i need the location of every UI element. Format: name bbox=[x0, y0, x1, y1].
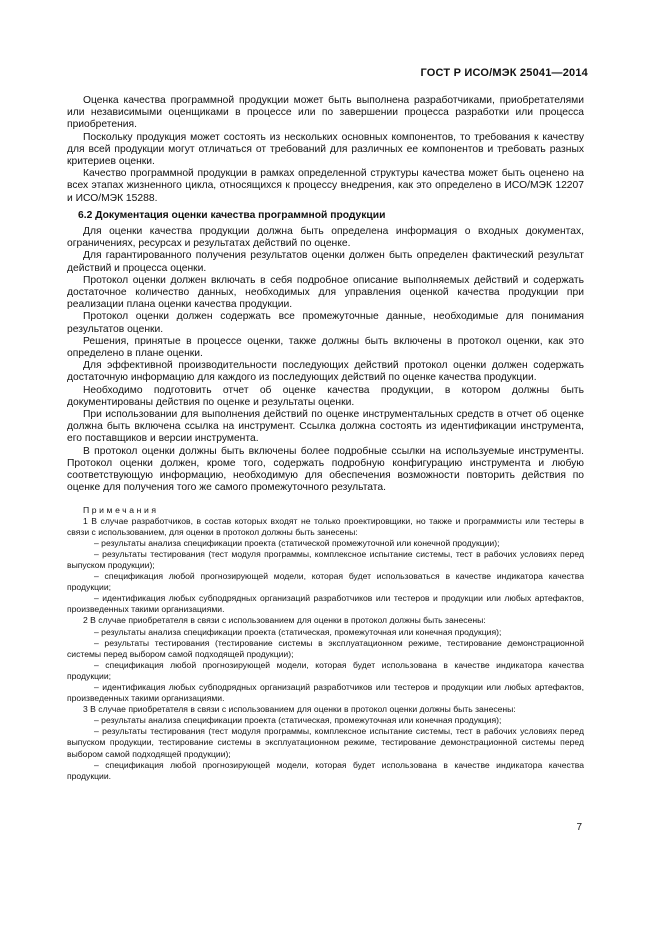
note-intro: 2 В случае приобретателя в связи с использованием для оценки в протокол должны быть занесены: bbox=[83, 615, 486, 626]
intro-paragraph-2: Поскольку продукция может состоять из нескольких основных компонентов, то требования к качеству для всей продукции могут отличаться от требований для различных ее компонентов и требовать разных критериев оценки. bbox=[67, 131, 584, 168]
note-list-item: – результаты анализа спецификации проекта (статическая, промежуточная или конечная продукция); bbox=[94, 626, 502, 637]
note-list-item: – идентификация любых субподрядных организаций разработчиков или тестеров и продукции или любых артефактов, произведенных такими организациями. bbox=[67, 682, 584, 704]
note-list-item: – спецификация любой прогнозирующей модели, которая будет использована в качестве индикатора качества продукции; bbox=[67, 659, 584, 681]
page-number: 7 bbox=[576, 822, 582, 833]
section-paragraph-8: При использовании для выполнения действий по оценке инструментальных средств в отчет об оценке должна быть включена ссылка на инструмент. Ссылка должна состоять из идентификации инструмента, его поставщиков и версии инструмента. bbox=[67, 409, 584, 445]
section-paragraph-4: Протокол оценки должен содержать все промежуточные данные, необходимые для понимания результатов оценки. bbox=[67, 311, 584, 335]
note-intro: 1 В случае разработчиков, в состав которых входят не только проектировщики, но также и программисты или тестеры в связи с использованием, для оценки в протокол должны быть занесены: bbox=[67, 515, 584, 537]
note-list-item: – спецификация любой прогнозирующей модели, которая будет использована в качестве индикатора качества продукции. bbox=[67, 759, 584, 781]
note-2 bbox=[67, 615, 584, 704]
note-list-item: – результаты тестирования (тест модуля программы, комплексное испытание системы, тест в рабочих условиях перед выпуском продукции, тестирование системы в эксплуатационном режиме, тестирование демонстрационной системы перед выбором самой подходящей продукции); bbox=[67, 726, 584, 759]
intro-paragraph-1: Оценка качества программной продукции может быть выполнена разработчиками, приобретателями или независимыми оценщиками в процессе или по завершении процесса разработки или процесса приобретения. bbox=[67, 95, 584, 131]
section-paragraph-2: Для гарантированного получения результатов оценки должен быть определен фактический результат действий и процесса оценки. bbox=[67, 250, 584, 274]
note-list-item: – спецификация любой прогнозирующей модели, которая будет использоваться в качестве индикатора качества продукции; bbox=[67, 571, 584, 593]
section-paragraph-9: В протокол оценки должны быть включены более подробные ссылки на используемые инструменты. Протокол оценки должен, кроме того, содержать подробную конфигурацию инструмента и любую соответствующую информацию, необходимую для обеспечения возможности повторить действия по оценке для получения того же самого промежуточного результата. bbox=[67, 445, 584, 494]
section-paragraph-3: Протокол оценки должен включать в себя подробное описание выполняемых действий и содержать достаточное количество данных, необходимых для управления оценкой качества продукции при реализации плана оценки качества продукции. bbox=[67, 274, 584, 311]
section-paragraph-5: Решения, принятые в процессе оценки, также должны быть включены в протокол оценки, как это определено в плане оценки. bbox=[67, 335, 584, 360]
page-content bbox=[67, 95, 584, 782]
section-paragraph-6: Для эффективной производительности последующих действий протокол оценки должен содержать достаточную информацию для каждого из последующих действий по оценке качества продукции. bbox=[67, 360, 584, 384]
note-3 bbox=[67, 704, 584, 782]
note-list-item: – идентификация любых субподрядных организаций разработчиков или тестеров и продукции или любых артефактов, произведенных такими организациями. bbox=[67, 593, 584, 615]
note-intro: 3 В случае приобретателя в связи с использованием для оценки в протокол оценки должны быть занесены: bbox=[83, 704, 516, 715]
note-list-item: – результаты тестирования (тест модуля программы, комплексное испытание системы, тест в рабочих условиях перед выпуском продукции); bbox=[67, 548, 584, 570]
section-heading: 6.2 Документация оценки качества программной продукции bbox=[78, 209, 386, 221]
note-1 bbox=[67, 516, 584, 616]
intro-paragraph-3: Качество программной продукции в рамках определенной структуры качества может быть оценено на всех этапах жизненного цикла, относящихся к процессу внедрения, как это определено в ИСО/МЭК 12207 и ИСО/МЭК 15288. bbox=[67, 168, 584, 204]
section-paragraph-7: Необходимо подготовить отчет об оценке качества продукции, в котором должны быть документированы действия по оценке и результаты оценки. bbox=[67, 384, 584, 408]
note-list-item: – результаты анализа спецификации проекта (статическая, промежуточная или конечная продукция); bbox=[94, 715, 502, 726]
note-list-item: – результаты анализа спецификации проекта (статической промежуточной или конечной продукции); bbox=[94, 537, 500, 548]
document-header: ГОСТ Р ИСО/МЭК 25041—2014 bbox=[420, 67, 588, 79]
section-paragraph-1: Для оценки качества продукции должна быть определена информация о входных документах, ограничениях, ресурсах и результатах действий по оценке. bbox=[67, 226, 584, 250]
notes-label: Примечания bbox=[83, 504, 159, 515]
note-list-item: – результаты тестирования (тестирование системы в эксплуатационном режиме, тестирование демонстрационной системы перед выбором самой подходящей продукции); bbox=[67, 637, 584, 659]
